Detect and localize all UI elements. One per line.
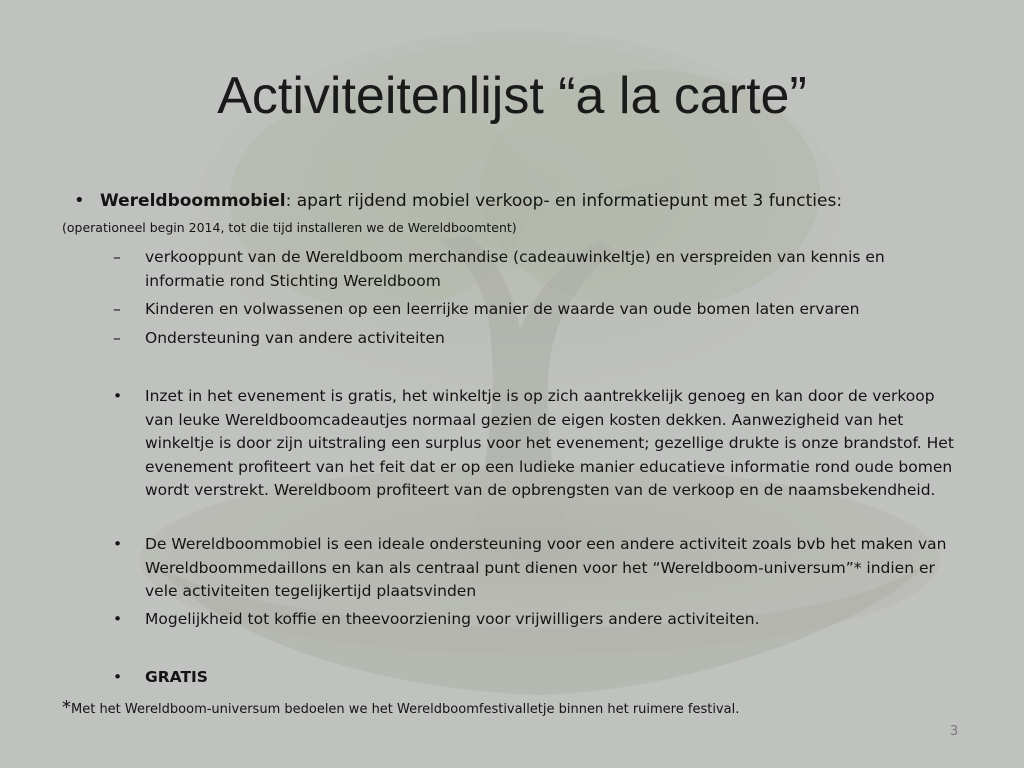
main-bullet-mark: • <box>74 190 85 211</box>
gratis-text: GRATIS <box>145 668 208 686</box>
point-text: Inzet in het evenement is gratis, het winkeltje is op zich aantrekkelijk genoeg en kan door de verkoop van leuke Wereldboomcadeautjes normaal gezien de eigen kosten dekken. Aanwezigheid van het winkeltje is door zijn uitstraling een surplus voor het evenement; gezellige drukte is onze brandstof. Het evenement profiteert van het feit dat er op een ludieke manier educatieve informatie rond oude bomen wordt verstrekt. Wereldboom profiteert van de opbrengsten van de verkoop en de naamsbekendheid. <box>145 387 954 499</box>
point-text: Mogelijkheid tot koffie en theevoorziening voor vrijwilligers andere activiteiten. <box>145 610 760 628</box>
slide-title: Activiteitenlijst “a la carte” <box>217 67 807 125</box>
main-bullet-text <box>100 188 842 214</box>
bullet-mark: • <box>113 387 123 405</box>
bullet-mark: • <box>113 610 123 628</box>
page-number: 3 <box>950 724 959 739</box>
operational-note: (operationeel begin 2014, tot die tijd installeren we de Wereldboomtent) <box>62 220 517 235</box>
bullet-mark: • <box>113 668 123 686</box>
dash-mark: – <box>113 329 121 347</box>
function-text: verkooppunt van de Wereldboom merchandise (cadeauwinkeltje) en verspreiden van kennis en informatie rond Stichting Wereldboom <box>145 248 885 290</box>
footnote-text: Met het Wereldboom-universum bedoelen we het Wereldboomfestivalletje binnen het ruimere festival. <box>71 702 740 717</box>
footnote-star: * <box>62 697 71 718</box>
bullet-mark: • <box>113 535 123 553</box>
dash-mark: – <box>113 300 121 318</box>
function-text: Kinderen en volwassenen op een leerrijke manier de waarde van oude bomen laten ervaren <box>145 300 860 318</box>
dash-mark: – <box>113 248 121 266</box>
footnote <box>62 698 739 720</box>
function-text: Ondersteuning van andere activiteiten <box>145 329 445 347</box>
main-bullet-lead: Wereldboommobiel <box>100 191 286 211</box>
main-bullet-rest: : apart rijdend mobiel verkoop- en informatiepunt met 3 functies: <box>285 191 843 211</box>
point-text: De Wereldboommobiel is een ideale ondersteuning voor een andere activiteit zoals bvb het maken van Wereldboommedaillons en kan als centraal punt dienen voor het “Wereldboom-universum”* indien er vele activiteiten tegelijkertijd plaatsvinden <box>145 535 947 600</box>
